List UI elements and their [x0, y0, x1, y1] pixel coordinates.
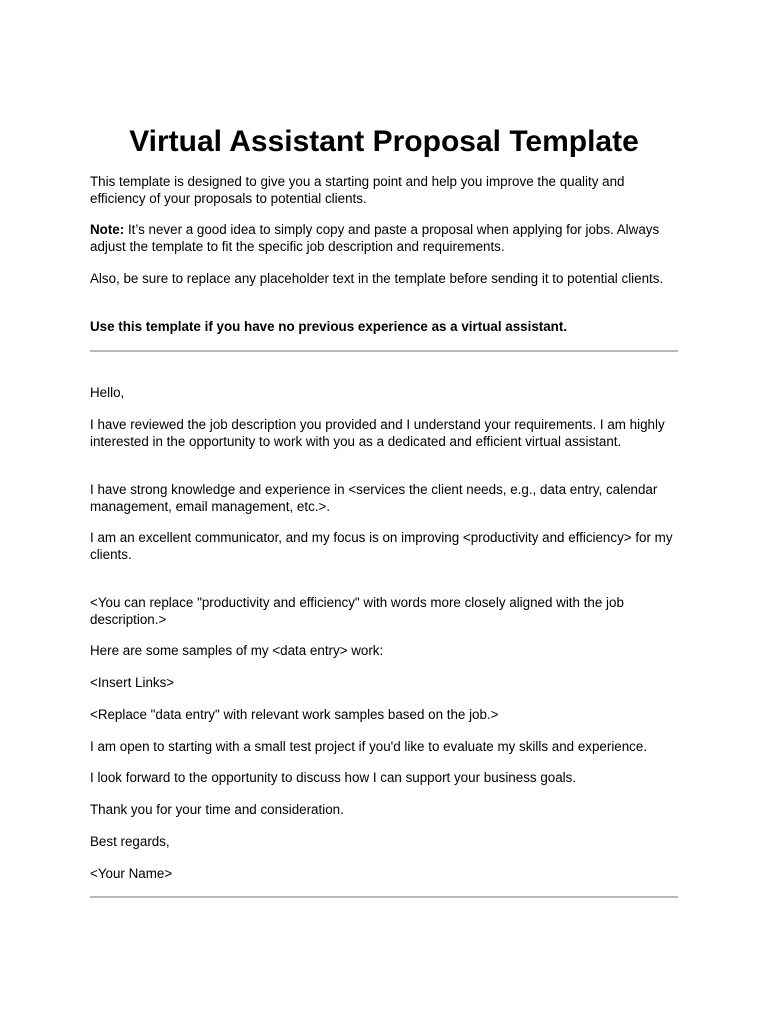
placeholder-reminder-paragraph: Also, be sure to replace any placeholder text in the template before sending it to potential clients. [90, 271, 664, 286]
note-text: It’s never a good idea to simply copy and paste a proposal when applying for jobs. Always adjust the template to fit the specific job description and requirements. [90, 222, 660, 254]
note-paragraph [90, 222, 680, 255]
letter-insert-links: <Insert Links> [90, 675, 175, 690]
letter-thanks-line: Thank you for your time and consideration. [90, 802, 344, 817]
letter-signature: <Your Name> [90, 866, 173, 881]
letter-paragraph-experience: I have strong knowledge and experience in <services the client needs, e.g., data entry, calendar management, email management, etc.>. [90, 482, 658, 514]
section-divider-bottom [90, 896, 678, 898]
letter-test-project-line: I am open to starting with a small test project if you'd like to evaluate my skills and experience. [90, 739, 648, 754]
letter-paragraph-intro: I have reviewed the job description you provided and I understand your requirements. I am highly interested in the opportunity to work with you as a dedicated and efficient virtual assistant. [90, 417, 665, 449]
document-title: Virtual Assistant Proposal Template [129, 125, 639, 158]
letter-greeting: Hello, [90, 385, 125, 400]
letter-discuss-line: I look forward to the opportunity to discuss how I can support your business goals. [90, 770, 577, 785]
letter-samples-line: Here are some samples of my <data entry> work: [90, 643, 384, 658]
letter-replace-samples-note: <Replace "data entry" with relevant work samples based on the job.> [90, 707, 499, 722]
intro-paragraph: This template is designed to give you a starting point and help you improve the quality and efficiency of your proposals to potential clients. [90, 174, 625, 206]
usage-instruction: Use this template if you have no previous experience as a virtual assistant. [90, 319, 568, 334]
letter-replace-note: <You can replace "productivity and efficiency" with words more closely aligned with the job description.> [90, 595, 624, 627]
section-divider-top [90, 350, 678, 352]
letter-closing: Best regards, [90, 834, 170, 849]
note-label: Note: [90, 222, 125, 237]
letter-paragraph-communication: I am an excellent communicator, and my focus is on improving <productivity and efficiency> for my clients. [90, 530, 673, 562]
